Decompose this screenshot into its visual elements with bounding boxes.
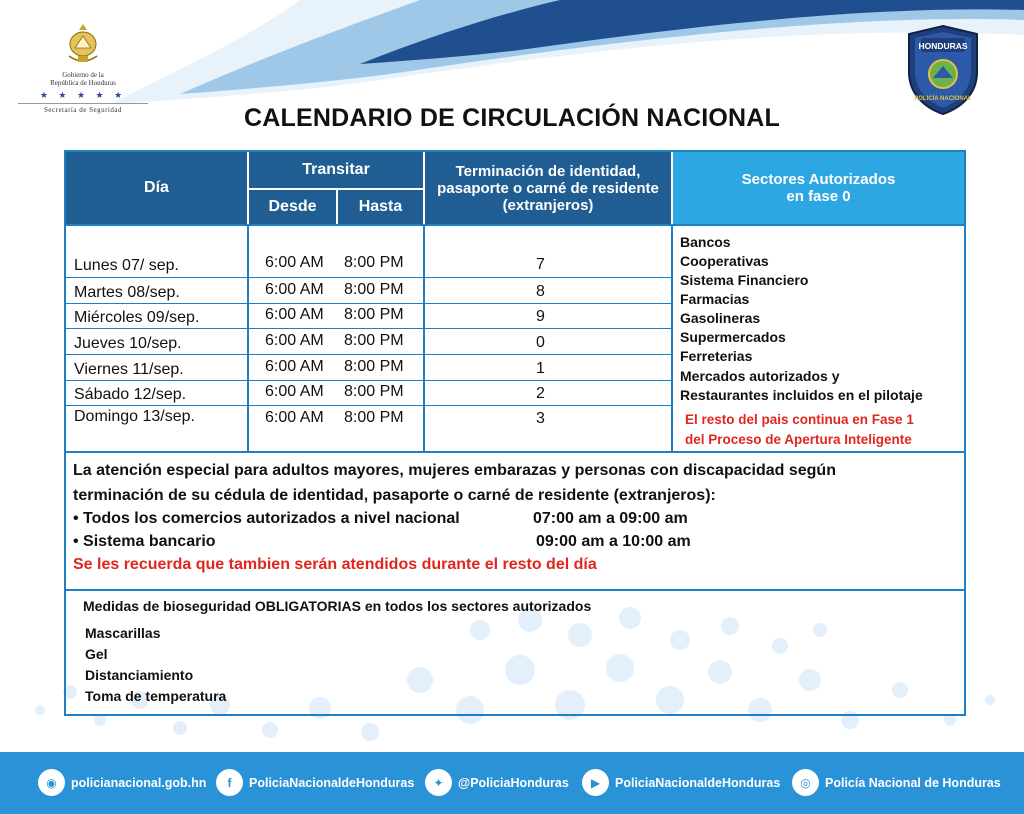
badge-bottom-text: POLICÍA NACIONAL	[914, 96, 972, 102]
footer-twitter-link[interactable]	[425, 769, 569, 796]
badge-top-text: HONDURAS	[918, 41, 968, 51]
row-from: 6:00 AM	[265, 358, 324, 375]
row-day: Jueves 10/sep.	[74, 335, 182, 352]
row-from: 6:00 AM	[265, 281, 324, 298]
gov-logo-secretaria: Secretaría de Seguridad	[18, 103, 148, 114]
grid-line	[671, 224, 673, 452]
row-ending: 9	[536, 308, 545, 325]
header-hasta: Hasta	[338, 190, 423, 224]
row-day: Martes 08/sep.	[74, 284, 180, 301]
row-divider	[66, 303, 671, 304]
notice-item-bank-time: 09:00 am a 10:00 am	[536, 533, 691, 550]
coat-of-arms-icon	[63, 22, 103, 66]
header-dia: Día	[66, 152, 247, 224]
gov-logo-line-2: República de Honduras	[50, 79, 116, 87]
row-day: Sábado 12/sep.	[74, 386, 187, 403]
footer-website-link[interactable]	[38, 769, 206, 796]
notice-item-bank: • Sistema bancario	[73, 533, 216, 550]
sector-item: Cooperativas	[680, 253, 769, 269]
grid-line	[66, 589, 964, 591]
sector-item: Farmacias	[680, 291, 750, 307]
facebook-icon: f	[216, 769, 243, 796]
row-to: 8:00 PM	[344, 358, 404, 375]
row-divider	[66, 405, 671, 406]
footer-facebook-text: PoliciaNacionaldeHonduras	[249, 775, 415, 790]
row-divider	[66, 328, 671, 329]
row-ending: 3	[536, 410, 545, 427]
row-day: Viernes 11/sep.	[74, 361, 184, 378]
row-to: 8:00 PM	[344, 254, 404, 271]
row-ending: 2	[536, 385, 545, 402]
gov-logo-stars: ★ ★ ★ ★ ★	[39, 90, 127, 100]
biosecurity-item: Distanciamiento	[85, 667, 194, 683]
row-from: 6:00 AM	[265, 254, 324, 271]
biosecurity-title: Medidas de bioseguridad OBLIGATORIAS en todos los sectores autorizados	[83, 598, 592, 614]
row-ending: 1	[536, 360, 545, 377]
notice-item-commerce: • Todos los comercios autorizados a nivel nacional	[73, 510, 460, 527]
biosecurity-item: Gel	[85, 646, 108, 662]
sector-item: Supermercados	[680, 329, 786, 345]
grid-line	[247, 224, 249, 452]
row-ending: 0	[536, 334, 545, 351]
header-sectores: Sectores Autorizados en fase 0	[673, 152, 964, 224]
footer-instagram-text: Policía Nacional de Honduras	[825, 775, 1001, 790]
row-day: Miércoles 09/sep.	[74, 309, 200, 326]
row-to: 8:00 PM	[344, 409, 404, 426]
footer-youtube-text: PoliciaNacionaldeHonduras	[615, 775, 781, 790]
header-swoosh	[0, 0, 1024, 110]
notice-line-2: terminación de su cédula de identidad, pasaporte o carné de residente (extranjeros):	[73, 487, 716, 504]
sector-item: Sistema Financiero	[680, 272, 809, 288]
notice-line-1: La atención especial para adultos mayores, mujeres embarazas y personas con discapacidad según	[73, 462, 836, 479]
row-ending: 7	[536, 256, 545, 273]
row-divider	[66, 380, 671, 381]
sector-item: Ferreterias	[680, 348, 753, 364]
sector-item: Restaurantes incluidos en el pilotaje	[680, 387, 923, 403]
header-transitar: Transitar	[249, 152, 423, 188]
footer-twitter-text: @PoliciaHonduras	[458, 775, 569, 790]
row-ending: 8	[536, 283, 545, 300]
footer-youtube-link[interactable]	[582, 769, 780, 796]
notice-reminder: Se les recuerda que tambien serán atendidos durante el resto del día	[73, 556, 597, 573]
globe-pin-icon: ◉	[38, 769, 65, 796]
row-from: 6:00 AM	[265, 332, 324, 349]
row-from: 6:00 AM	[265, 409, 324, 426]
notice-item-commerce-time: 07:00 am a 09:00 am	[533, 510, 688, 527]
footer-website-text: policianacional.gob.hn	[71, 775, 207, 790]
grid-line	[423, 224, 425, 452]
footer-bar	[0, 752, 1024, 814]
header-divider	[249, 188, 423, 190]
row-day: Lunes 07/ sep.	[74, 257, 179, 274]
sector-item: Mercados autorizados y	[680, 368, 840, 384]
instagram-icon: ◎	[792, 769, 819, 796]
header-terminacion: Terminación de identidad, pasaporte o carné de residente (extranjeros)	[425, 152, 671, 224]
grid-line	[66, 224, 964, 226]
row-divider	[66, 354, 671, 355]
header-divider	[423, 152, 425, 224]
row-divider	[66, 277, 671, 278]
footer-facebook-link[interactable]	[216, 769, 414, 796]
row-to: 8:00 PM	[344, 383, 404, 400]
twitter-icon: ✦	[425, 769, 452, 796]
row-day: Domingo 13/sep.	[74, 408, 195, 425]
header-desde: Desde	[249, 190, 336, 224]
page-title: CALENDARIO DE CIRCULACIÓN NACIONAL	[244, 104, 780, 132]
row-to: 8:00 PM	[344, 281, 404, 298]
row-from: 6:00 AM	[265, 383, 324, 400]
youtube-icon: ▶	[582, 769, 609, 796]
header-divider	[336, 190, 338, 224]
gov-logo-line-1: Gobierno de la	[62, 71, 104, 79]
sector-note-1: El resto del pais continua en Fase 1	[685, 412, 914, 427]
sector-item: Bancos	[680, 234, 731, 250]
biosecurity-item: Toma de temperatura	[85, 688, 227, 704]
police-badge-logo	[905, 24, 981, 116]
grid-line	[66, 451, 964, 453]
sector-note-2: del Proceso de Apertura Inteligente	[685, 432, 912, 447]
sector-item: Gasolineras	[680, 310, 761, 326]
footer-instagram-link[interactable]	[792, 769, 1001, 796]
government-logo	[18, 22, 148, 114]
row-from: 6:00 AM	[265, 306, 324, 323]
row-to: 8:00 PM	[344, 332, 404, 349]
header-divider	[671, 152, 673, 224]
row-to: 8:00 PM	[344, 306, 404, 323]
biosecurity-item: Mascarillas	[85, 625, 161, 641]
